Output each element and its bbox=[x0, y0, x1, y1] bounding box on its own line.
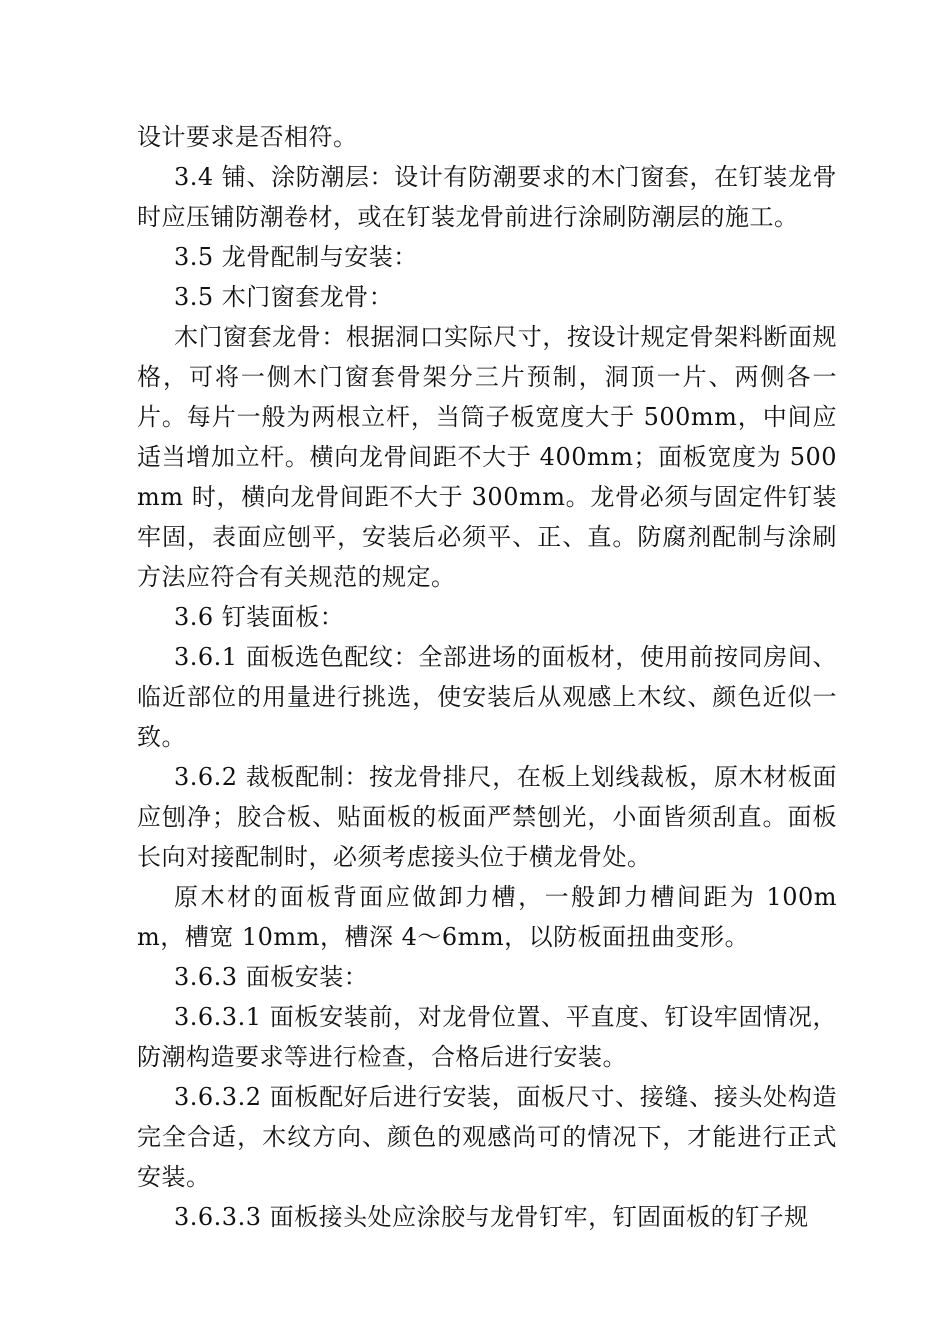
document-page bbox=[137, 117, 837, 1237]
heading-3-5-door-window-keel: 3.5 木门窗套龙骨： bbox=[174, 283, 394, 311]
paragraph-3-4-moisture-layer: 3.4 铺、涂防潮层：设计有防潮要求的木门窗套，在钉装龙骨时应压铺防潮卷材，或在钉装龙骨前进行涂刷防潮层的施工。 bbox=[137, 163, 837, 231]
paragraph-3-6-3-1-inspection: 3.6.3.1 面板安装前，对龙骨位置、平直度、钉设牢固情况，防潮构造要求等进行检查，合格后进行安装。 bbox=[137, 1003, 837, 1071]
paragraph-continuation: 设计要求是否相符。 bbox=[137, 123, 358, 151]
paragraph-3-6-3-2-formal-install: 3.6.3.2 面板配好后进行安装，面板尺寸、接缝、接头处构造完全合适，木纹方向、颜色的观感尚可的情况下，才能进行正式安装。 bbox=[137, 1083, 837, 1191]
heading-3-6-panel-installation: 3.6 钉装面板： bbox=[174, 603, 345, 631]
paragraph-3-6-3-3-glue-joints: 3.6.3.3 面板接头处应涂胶与龙骨钉牢，钉固面板的钉子规 bbox=[174, 1203, 809, 1231]
heading-3-5-keel-fabrication: 3.5 龙骨配制与安装： bbox=[174, 243, 418, 271]
paragraph-3-6-1-color-selection: 3.6.1 面板选色配纹：全部进场的面板材，使用前按同房间、临近部位的用量进行挑选，使安装后从观感上木纹、颜色近似一致。 bbox=[137, 643, 837, 751]
heading-3-6-3-panel-mounting: 3.6.3 面板安装： bbox=[174, 963, 369, 991]
paragraph-3-6-2-panel-cutting: 3.6.2 裁板配制：按龙骨排尺，在板上划线裁板，原木材板面应刨净；胶合板、贴面板的板面严禁刨光，小面皆须刮直。面板长向对接配制时，必须考虑接头位于横龙骨处。 bbox=[137, 763, 837, 871]
paragraph-keel-details: 木门窗套龙骨：根据洞口实际尺寸，按设计规定骨架料断面规格，可将一侧木门窗套骨架分三片预制，洞顶一片、两侧各一片。每片一般为两根立杆，当筒子板宽度大于 500mm，中间应适当增加立杆。横向龙骨间距不大于 400mm；面板宽度为 500mm 时，横向龙骨间距不大于 300mm。龙骨必须与固定件钉装牢固，表面应刨平，安装后必须平、正、直。防腐剂配制与涂刷方法应符合有关规范的规定。 bbox=[137, 323, 837, 591]
paragraph-relief-grooves: 原木材的面板背面应做卸力槽，一般卸力槽间距为 100mm，槽宽 10mm，槽深 4～6mm，以防板面扭曲变形。 bbox=[137, 883, 837, 951]
